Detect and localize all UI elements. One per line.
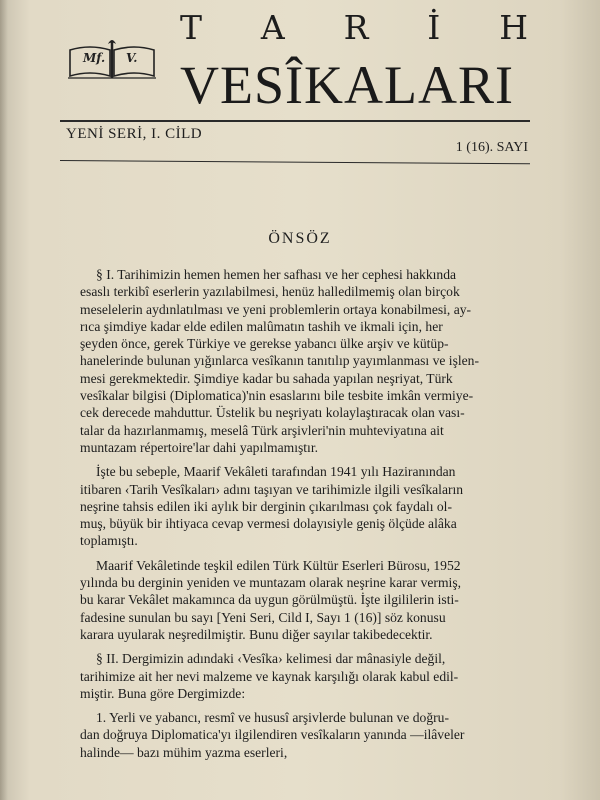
text-line: miştir. Buna göre Dergimizde: xyxy=(80,685,246,701)
paragraph xyxy=(80,650,525,702)
title-tarih xyxy=(180,8,530,47)
paragraph xyxy=(80,463,525,549)
text-line: neşrine tahsis edilen iki aylık bir derginin çıkarılması çok faydalı ol- xyxy=(80,498,452,514)
masthead xyxy=(0,0,600,180)
text-line: mesi gerekmektedir. Şimdiye kadar bu sahada yapılan neşriyat, Türk xyxy=(80,370,453,386)
text-line: talar da hazırlanmamış, meselâ Türk arşivleri'nin muhteviyatına ait xyxy=(80,422,444,438)
text-line: rıca şimdiye kadar elde edilen malûmatın tashih ve ikmali için, her xyxy=(80,318,443,334)
text-line: tarihimize ait her nevi malzeme ve kaynak karşılığı olarak kabul edil- xyxy=(80,668,459,684)
text-line: § II. Dergimizin adındaki ‹Vesîka› kelimesi dar mânasiyle değil, xyxy=(96,651,446,667)
masthead-rule-top xyxy=(60,120,530,122)
text-line: itibaren ‹Tarih Vesîkaları› adını taşıyan ve tarihimizle ilgili vesîkaların xyxy=(80,481,464,497)
text-line: muntazam répertoire'lar dahi yapılmamıştır. xyxy=(80,439,318,455)
title-letter: R xyxy=(343,8,371,47)
text-line: yılında bu derginin yeniden ve muntazam olarak neşrine karar vermiş, xyxy=(80,575,462,591)
text-line: fadesine sunulan bu sayı [Yeni Seri, Cild I, Sayı 1 (16)] söz konusu xyxy=(80,609,446,625)
text-line: hanelerinde bulunan yığınlarca vesîkanın tanıtılıp yayımlanması ve işlen- xyxy=(80,353,480,369)
text-line: muş, büyük bir ihtiyaca cevap vermesi dolayısiyle geniş ölçüde alâka xyxy=(80,516,457,532)
text-line: toplamıştı. xyxy=(80,533,138,549)
body-text xyxy=(80,266,525,761)
text-line: cek derecede mahduttur. Üstelik bu neşriyatı kolaylaştıracak olan vası- xyxy=(80,405,465,421)
text-line: vesîkalar bilgisi (Diplomatica)'nin esaslarını bile tesbite imkân vermiye- xyxy=(80,388,474,404)
title-letter: T xyxy=(180,8,205,47)
text-line: meselelerin aydınlatılması ve yeni problemlerin ortaya konabilmesi, ay- xyxy=(80,301,472,317)
series-label: YENİ SERİ, I. CİLD xyxy=(66,126,203,142)
text-line: şeyden önce, gerek Türkiye ve gerekse yabancı ülke arşiv ve kütüp- xyxy=(80,336,449,352)
text-line: Maarif Vekâletinde teşkil edilen Türk Kültür Eserleri Bürosu, 1952 xyxy=(96,557,461,573)
masthead-rule-bottom xyxy=(60,160,530,164)
text-line: karara uyularak neşredilmiştir. Bunu diğer sayılar takibedecektir. xyxy=(80,626,433,642)
open-book-torch-icon xyxy=(66,38,158,80)
logo-text-left: Mf. xyxy=(83,51,106,65)
text-line: esaslı terkibî eserlerin yazılabilmesi, henüz halledilmemiş olan birçok xyxy=(80,284,460,300)
text-line: § I. Tarihimizin hemen hemen her safhası ve her cephesi hakkında xyxy=(96,267,457,282)
issue-label: 1 (16). SAYI xyxy=(455,140,528,155)
paragraph xyxy=(80,266,525,456)
text-line: bu karar Vekâlet makamınca da uygun görülmüştü. İşte ilgililerin isti- xyxy=(80,592,459,608)
text-line: 1. Yerli ve yabancı, resmî ve hususî arşivlerde bulunan ve doğru- xyxy=(96,710,449,726)
section-heading: ÖNSÖZ xyxy=(268,230,332,247)
paragraph xyxy=(80,709,525,761)
title-vesikalari: VESÎKALARI xyxy=(180,55,514,115)
paragraph-gap xyxy=(80,456,525,463)
paragraph xyxy=(80,557,525,643)
title-letter: İ xyxy=(427,8,443,47)
title-letter: A xyxy=(260,8,287,47)
ministry-logo xyxy=(66,38,158,80)
paragraph-gap xyxy=(80,550,525,557)
text-line: halinde— bazı mühim yazma eserleri, xyxy=(80,744,288,760)
title-letter: H xyxy=(499,8,530,47)
text-line: İşte bu sebeple, Maarif Vekâleti tarafından 1941 yılı Haziranından xyxy=(96,464,456,480)
paragraph-gap xyxy=(80,643,525,650)
text-line: dan doğruya Diplomatica'yı ilgilendiren vesîkaların yanında —ilâveler xyxy=(80,727,465,743)
logo-text-right: V. xyxy=(126,51,138,65)
paragraph-gap xyxy=(80,702,525,709)
